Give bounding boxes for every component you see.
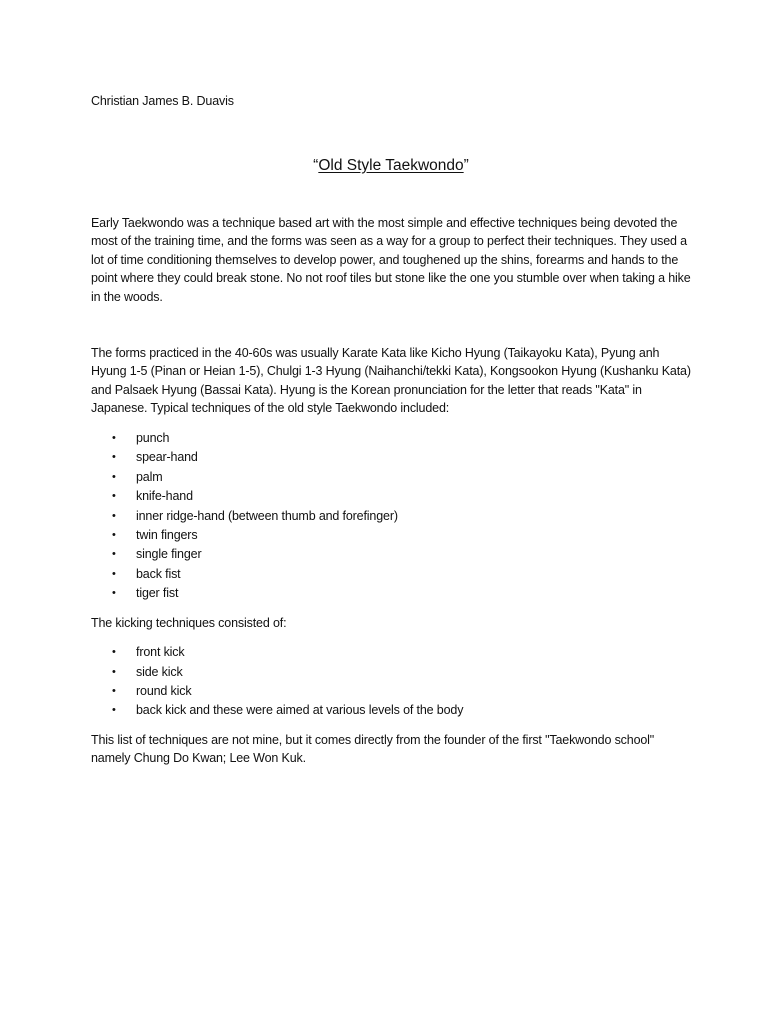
- list-item: • front kick: [91, 643, 691, 662]
- list-item: • palm: [91, 468, 691, 487]
- list-item: • inner ridge-hand (between thumb and forefinger): [91, 507, 691, 526]
- author-name: Christian James B. Duavis: [91, 94, 234, 108]
- kicking-techniques-list: [91, 643, 691, 721]
- list-item: • knife-hand: [91, 487, 691, 506]
- bullet-icon: •: [112, 646, 116, 659]
- bullet-icon: •: [112, 431, 116, 444]
- bullet-icon: •: [112, 587, 116, 600]
- list-item: • back fist: [91, 565, 691, 584]
- paragraph-early-taekwondo: Early Taekwondo was a technique based art with the most simple and effective techniques being devoted the most of the training time, and the forms was seen as a way for a group to perfect their techniques. They used a lot of time conditioning themselves to develop power, and toughened up the shins, forearms and hands to the point where they could break stone. No not roof tiles but stone like the one you stumble over when taking a hike in the woods.: [91, 215, 691, 304]
- document-body: [91, 92, 691, 768]
- bullet-icon: •: [112, 548, 116, 561]
- bullet-icon: •: [112, 665, 116, 678]
- list-item: • round kick: [91, 682, 691, 701]
- list-item: • single finger: [91, 545, 691, 564]
- bullet-icon: •: [112, 567, 116, 580]
- list-item: • twin fingers: [91, 526, 691, 545]
- list-item: • side kick: [91, 663, 691, 682]
- paragraph-forms: The forms practiced in the 40-60s was usually Karate Kata like Kicho Hyung (Taikayoku Kata), Pyung anh Hyung 1-5 (Pinan or Heian 1-5), Chulgi 1-3 Hyung (Naihanchi/tekki Kata), Kongsookon Hyung (Kushanku Kata) and Palsaek Hyung (Bassai Kata). Hyung is the Korean pronunciation for the letter that reads "Kata" in Japanese. Typical techniques of the old style Taekwondo included:: [91, 345, 691, 416]
- list-item: • tiger fist: [91, 584, 691, 603]
- list-item: • spear-hand: [91, 448, 691, 467]
- list-item: • punch: [91, 429, 691, 448]
- bullet-icon: •: [112, 470, 116, 483]
- title-close-quote: ”: [463, 156, 469, 174]
- bullet-icon: •: [112, 490, 116, 503]
- title-open-quote: “: [313, 156, 319, 174]
- title-text: Old Style Taekwondo: [318, 156, 464, 174]
- bullet-icon: •: [112, 528, 116, 541]
- kicking-intro: The kicking techniques consisted of:: [91, 615, 287, 630]
- closing-paragraph: This list of techniques are not mine, but it comes directly from the founder of the first "Taekwondo school" namely Chung Do Kwan; Lee Won Kuk.: [91, 732, 655, 766]
- bullet-icon: •: [112, 704, 116, 717]
- bullet-icon: •: [112, 509, 116, 522]
- list-item: • back kick and these were aimed at various levels of the body: [91, 701, 691, 720]
- bullet-icon: •: [112, 685, 116, 697]
- bullet-icon: •: [112, 451, 116, 464]
- document-title: [91, 156, 691, 176]
- hand-techniques-list: [91, 429, 691, 604]
